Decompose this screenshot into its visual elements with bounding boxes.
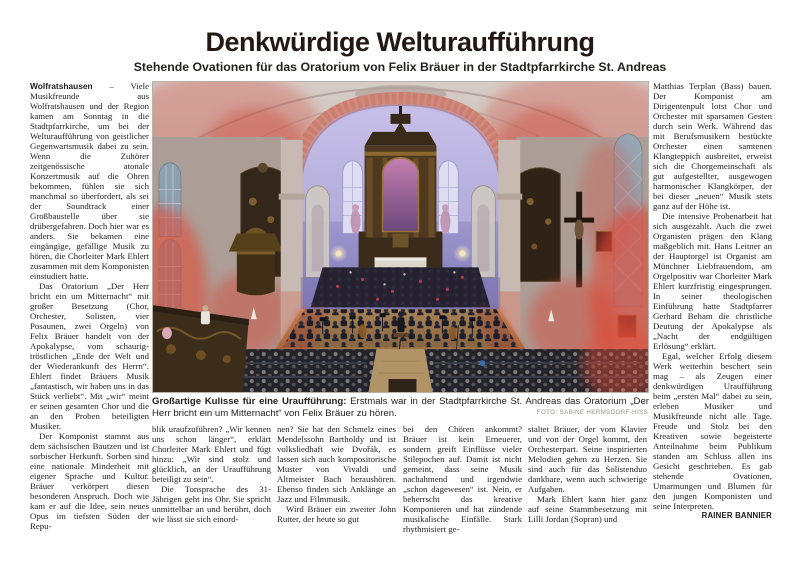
paragraph: blik uraufzuführen? „Wir kennen uns schon länger“, erklärt Chorleiter Mark Ehlert und fügt hinzu: „Wir sind stolz und glücklich, an der Uraufführung beteiligt zu sein“. <box>152 424 271 484</box>
paragraph <box>653 351 772 520</box>
caption-text: Erstmals war in der Stadtpfarrkirche St. Andreas das Oratorium „Der Herr bricht ein um Mitternacht“ von Felix Bräuer zu hören. <box>152 396 649 419</box>
text-column-1 <box>30 81 149 543</box>
paragraph: staltet Bräuer, der vom Klavier und von der Orgel kommt, den Orchesterpart. Seine inspirierten Melodien gehen zu Herzen. Sie sind auch für das Solistenduo dankbare, wenn auch schwierige Aufgaben. <box>528 424 647 494</box>
paragraph <box>30 81 149 281</box>
text-column-4 <box>403 424 522 544</box>
article-headline: Denkwürdige Welturaufführung <box>205 27 595 57</box>
paragraph: Mark Ehlert kann hier ganz auf seine Stammbesetzung mit Lilli Jordan (Sopran) und <box>528 494 647 524</box>
paragraph: Das Oratorium „Der Herr bricht ein um Mitternacht“ mit großer Besetzung (Chor, Orchester, Solisten, vier Posaunen, zwei Orgeln) von Felix Bräuer handelt von der Apokalypse, vom schaurig-tröstlichen „Ende der Welt und der Wiederankunft des Herrn“. Ehlert findet Bräuers Musik „fantastisch, wir haben uns in das Stück verliebt“. Mit „wir“ meint er seinen gesamten Chor und die an den Proben beteiligten Musiker. <box>30 281 149 431</box>
paragraph: Matthias Terplan (Bass) bauen. Der Komponist am Dirigentenpult lotst Chor und Orchester mit sparsamen Gesten durch sein Werk. Während das mit Berufsmusikern bestückte Orchester einen samtenen Klangteppich ausbreitet, erweist sich die Chorgemeinschaft als gut aufgestellter, ausgewogen harmonischer Klangkörper, der bei dieser „neuen“ Musik stets ganz auf der Höhe ist. <box>653 81 772 211</box>
paragraph: bei den Chören ankommt? Bräuer ist kein Erneuerer, sondern greift Einflüsse vieler Stilepochen auf. Damit ist nicht gemeint, dass seine Musik nachahmend und irgendwie „schon dagewesen“ ist. Nein, er beherrscht das kreative Komponieren und hat zündende musikalische Einfälle. Stark rhythmisiert ge- <box>403 424 522 534</box>
church-concert-photo-illustration <box>153 82 648 392</box>
text-column-3 <box>277 424 396 544</box>
photo-caption <box>152 396 649 419</box>
paragraph: Der Komponist stammt aus dem sächsischen Bautzen und ist sorbischer Herkunft. Sorben sind eine nationale Minderheit mit eigener Sprache und Kultur. Bräuer verkörpert diesen besonderen Anspruch. Doch wie kam er auf die Idee, sein neues Opus im tiefsten Süden der Repu- <box>30 431 149 531</box>
paragraph: Wird Bräuer ein zweiter John Rutter, der heute so gut <box>277 504 396 524</box>
caption-lead: Großartige Kulisse für eine Uraufführung: <box>152 396 347 407</box>
paragraph: Die intensive Probenarbeit hat sich ausgezahlt. Auch die zwei Organisten prägen den Klang maßgeblich mit. Hans Leitner an der Hauptorgel ist Organist am Münchner Liebfrauendom, am Orgelpositiv war Chorleiter Mark Ehlert kurzfristig eingesprungen. In seiner theologischen Einführung hatte Stadtpfarrer Gerhard Beham die christliche Deutung der Apokalypse als „Nacht der endgültigen Erlösung“ erklärt. <box>653 211 772 351</box>
paragraph-text: – Viele Musikfreunde aus Wolfratshausen und der Region kamen am Sonntag in die Stadtpfarrkirche, um bei der Welturaufführung von geistlicher Gegenwartsmusik dabei zu sein. Wenn die Zuhörer zeitgenössische atonale Konzertmusik auf die Ohren bekommen, fühlen sie sich manchmal so überfordert, als sei der Soundtrack einer Großbaustelle über sie drübergefahren. Doch hier war es anders. Sie bekamen eine eingängige, gefällige Musik zu hören, die Chorleiter Mark Ehlert zusammen mit dem Komponisten einstudiert hatte. <box>30 81 149 281</box>
article-photo <box>152 81 649 393</box>
paragraph: Die Tonsprache des 31-Jährigen geht ins Ohr. Sie spricht unmittelbar an und berührt, doch wie lässt sie sich einord- <box>152 484 271 524</box>
text-column-6 <box>653 81 772 545</box>
dateline: Wolfratshausen <box>30 81 93 91</box>
choir-group <box>301 267 501 311</box>
article-subheadline: Stehende Ovationen für das Oratorium von Felix Bräuer in der Stadtpfarrkirche St. Andreas <box>133 60 667 74</box>
photo-credit: FOTO: SABINE HERMSDORF-HISS <box>536 408 648 416</box>
text-column-5 <box>528 424 647 544</box>
author-byline: RAINER BANNIER <box>701 511 772 520</box>
paragraph: nen? Sie hat den Schmelz eines Mendelssohn Bartholdy und ist volksliedhaft wie Dvořák, es lassen sich auch kompositorische Muster von Vivaldi und Altmeister Bach heraushören. Ebenso finden sich Anklänge an Jazz und Filmmusik. <box>277 424 396 504</box>
text-column-2 <box>152 424 271 544</box>
paragraph-text: Egal, welcher Erfolg diesem Werk weiterhin beschert sein mag – als Zeugen einer denkwürdigen Uraufführung beim „ersten Mal“ dabei zu sein, erleben Musiker und Musikfreunde nicht alle Tage. Freude und Stolz bei den Kreativen sowie begeisterte Anteilnahme beim Publikum standen am Schluss allen ins Gesicht geschrieben. Es gab stehende Ovationen, Umarmungen und Blumen für den jungen Komponisten und seine Interpreten. <box>653 351 772 511</box>
gallery-balcony <box>153 305 249 392</box>
